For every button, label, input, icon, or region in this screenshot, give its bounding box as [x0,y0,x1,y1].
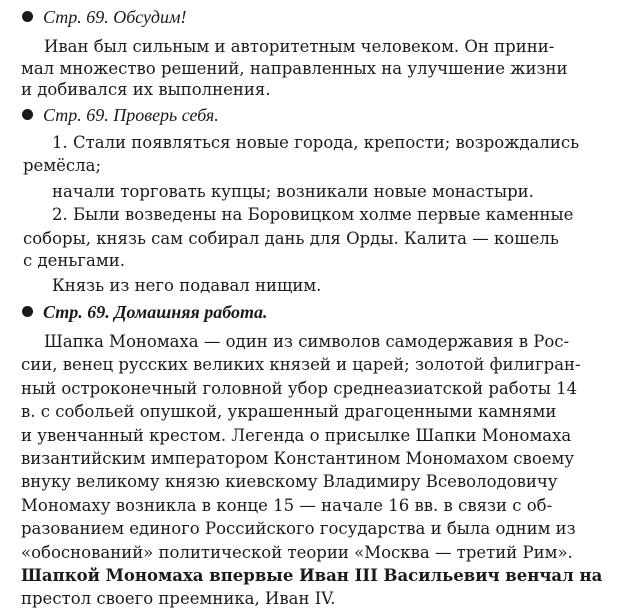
text-line: мал множество решений, направленных на улучшение жизни [21,59,568,78]
heading-text: Стр. 69. Домашняя работа. [43,302,268,322]
section-heading-discuss [22,6,186,28]
text-line: ный остроконечный головной убор среднеазиатской работы 14 [21,379,578,398]
heading-text: Стр. 69. Обсудим! [43,7,187,27]
text-line: и добивался их выполнения. [21,80,271,99]
text-line: 2. Были возведены на Боровицком холме первые каменные [52,205,574,224]
text-line: Иван был сильным и авторитетным человеком. Он прини- [44,37,555,56]
text-line: разованием единого Российского государства и была одним из [21,519,576,538]
section-heading-homework [22,301,267,323]
text-line: «обоснований» политической теории «Москва — третий Рим». [21,543,573,562]
text-line: Шапка Мономаха — один из символов самодержавия в Рос- [44,332,570,351]
text-line: византийским императором Константином Мономахом своему [21,449,575,468]
text-line: в. с собольей опушкой, украшенный драгоценными камнями [21,402,557,421]
text-line: с деньгами. [23,251,125,270]
text-line: внуку великому князю киевскому Владимиру Всеволодовичу [21,472,558,491]
text-line: сии, венец русских великих князей и царей; золотой филигран- [21,355,581,374]
bullet-icon [22,11,33,22]
text-line: ремёсла; [23,156,102,175]
text-line: Князь из него подавал нищим. [52,276,322,295]
bullet-icon [22,306,33,317]
text-line: и увенчанный крестом. Легенда о присылке Шапки Мономаха [21,426,572,445]
text-line: 1. Стали появляться новые города, крепости; возрождались [52,133,580,152]
text-line: Шапкой Мономаха впервые Иван III Васильевич венчал на [21,566,603,585]
text-line: Мономаху возникла в конце 15 — начале 16 вв. в связи с об- [21,496,553,515]
text-line: соборы, князь сам собирал дань для Орды. Калита — кошель [23,229,559,248]
bullet-icon [22,109,33,120]
section-heading-check [22,104,219,126]
text-line: начали торговать купцы; возникали новые монастыри. [52,182,534,201]
text-line: престол своего преемника, Иван IV. [21,589,336,608]
heading-text: Стр. 69. Проверь себя. [43,105,219,125]
